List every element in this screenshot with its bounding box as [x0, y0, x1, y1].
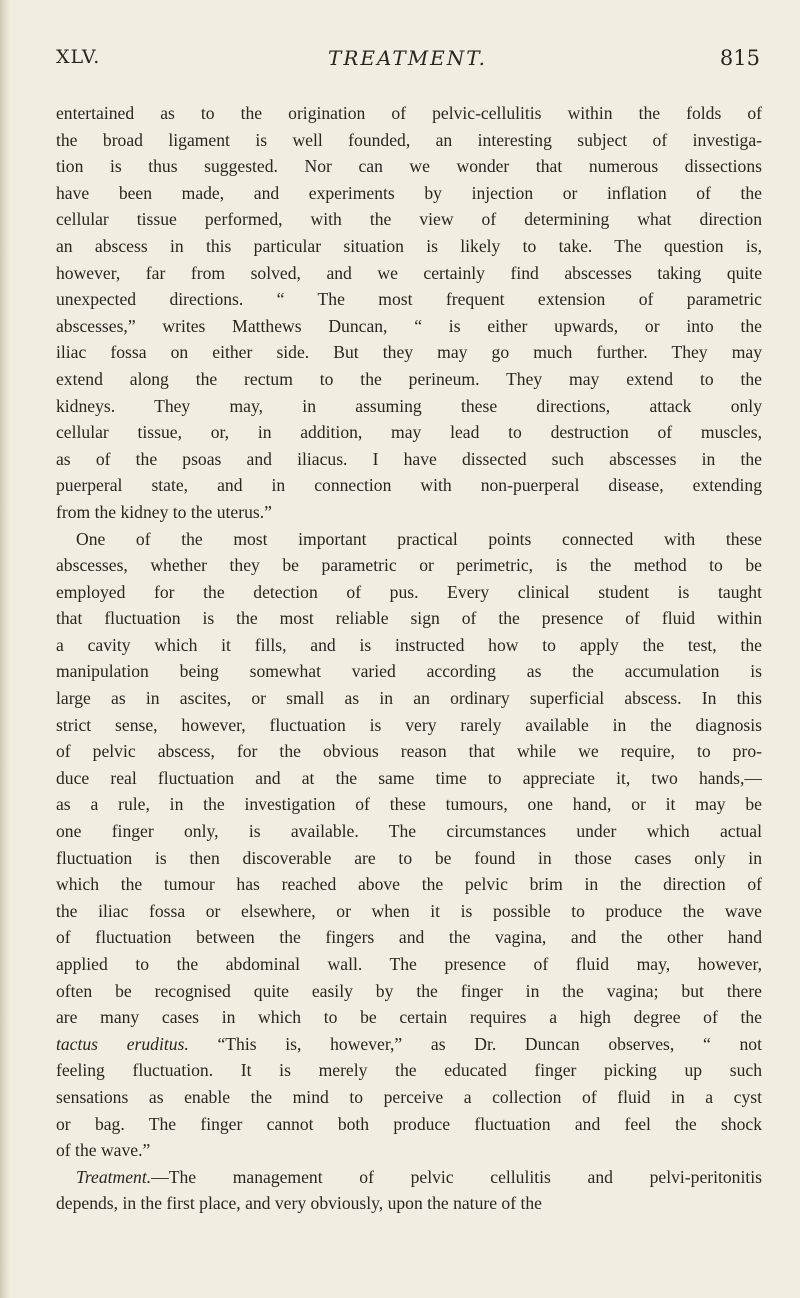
text-line: large as in ascites, or small as in an ordinary superficial abscess. In this [56, 688, 762, 709]
text-line: of fluctuation between the fingers and the vagina, and the other hand [56, 927, 762, 948]
text-line: manipulation being somewhat varied according as the accumulation is [56, 661, 762, 682]
running-title: TREATMENT. [328, 46, 488, 70]
chapter-number: XLV. [56, 46, 101, 68]
text-line: kidneys. They may, in assuming these directions, attack only [56, 395, 762, 416]
text-line: a cavity which it fills, and is instructed how to apply the test, the [56, 634, 762, 655]
text-line: sensations as enable the mind to perceive a collection of fluid in a cyst [56, 1086, 762, 1107]
text-line: Treatment.—The management of pelvic cellulitis and pelvi-peritonitis [76, 1166, 762, 1187]
text-line: entertained as to the origination of pelvic-cellulitis within the folds of [56, 103, 762, 123]
text-line: employed for the detection of pus. Every clinical student is taught [56, 581, 762, 602]
text-line: of the wave.” [56, 1140, 151, 1161]
text-line: often be recognised quite easily by the finger in the vagina; but there [56, 980, 762, 1001]
text-line: which the tumour has reached above the pelvic brim in the direction of [56, 874, 762, 895]
italic-phrase: Treatment. [76, 1166, 152, 1187]
text-line: the iliac fossa or elsewhere, or when it is possible to produce the wave [56, 900, 762, 921]
body-text [56, 100, 762, 1217]
page-number: 815 [719, 46, 760, 70]
text-line: duce real fluctuation and at the same time to appreciate it, two hands,— [56, 767, 762, 788]
text-line: cellular tissue performed, with the view of determining what direction [56, 209, 762, 230]
text-line: that fluctuation is the most reliable sign of the presence of fluid within [56, 608, 762, 629]
text-line: the broad ligament is well founded, an interesting subject of investiga- [56, 129, 762, 150]
text-line: extend along the rectum to the perineum. They may extend to the [56, 368, 762, 389]
text-line: tactus eruditus. “This is, however,” as Dr. Duncan observes, “ not [56, 1033, 762, 1054]
text-line: however, far from solved, and we certainly find abscesses taking quite [56, 262, 762, 283]
text-line: puerperal state, and in connection with non-puerperal disease, extending [56, 475, 762, 496]
text-line: or bag. The finger cannot both produce fluctuation and feel the shock [56, 1113, 762, 1134]
text-line: iliac fossa on either side. But they may go much further. They may [56, 342, 762, 363]
text-line: have been made, and experiments by injection or inflation of the [56, 182, 762, 203]
text-line: from the kidney to the uterus.” [56, 501, 272, 522]
text-line: tion is thus suggested. Nor can we wonder that numerous dissections [56, 156, 762, 177]
text-line: abscesses,” writes Matthews Duncan, “ is either upwards, or into the [56, 315, 762, 336]
italic-phrase: tactus eruditus. [56, 1033, 189, 1054]
text-line: an abscess in this particular situation is likely to take. The question is, [56, 235, 762, 256]
text-line: unexpected directions. “ The most frequent extension of parametric [56, 289, 762, 310]
text-line: are many cases in which to be certain requires a high degree of the [56, 1007, 762, 1028]
text-line: cellular tissue, or, in addition, may lead to destruction of muscles, [56, 422, 762, 443]
text-line: One of the most important practical points connected with these [76, 528, 762, 549]
running-header [56, 46, 760, 82]
text-line: as of the psoas and iliacus. I have dissected such abscesses in the [56, 448, 762, 469]
text-line: abscesses, whether they be parametric or perimetric, is the method to be [56, 555, 762, 576]
text-line: feeling fluctuation. It is merely the educated finger picking up such [56, 1060, 762, 1081]
text-line: fluctuation is then discoverable are to be found in those cases only in [56, 847, 762, 868]
page-binding-edge [0, 0, 10, 1298]
text-line: as a rule, in the investigation of these tumours, one hand, or it may be [56, 794, 762, 815]
text-line: one finger only, is available. The circumstances under which actual [56, 821, 762, 842]
text-line: strict sense, however, fluctuation is very rarely available in the diagnosis [56, 714, 762, 735]
text-line: of pelvic abscess, for the obvious reason that while we require, to pro- [56, 741, 762, 762]
text-line: applied to the abdominal wall. The presence of fluid may, however, [56, 954, 762, 974]
text-line: depends, in the first place, and very obviously, upon the nature of the [56, 1193, 542, 1214]
